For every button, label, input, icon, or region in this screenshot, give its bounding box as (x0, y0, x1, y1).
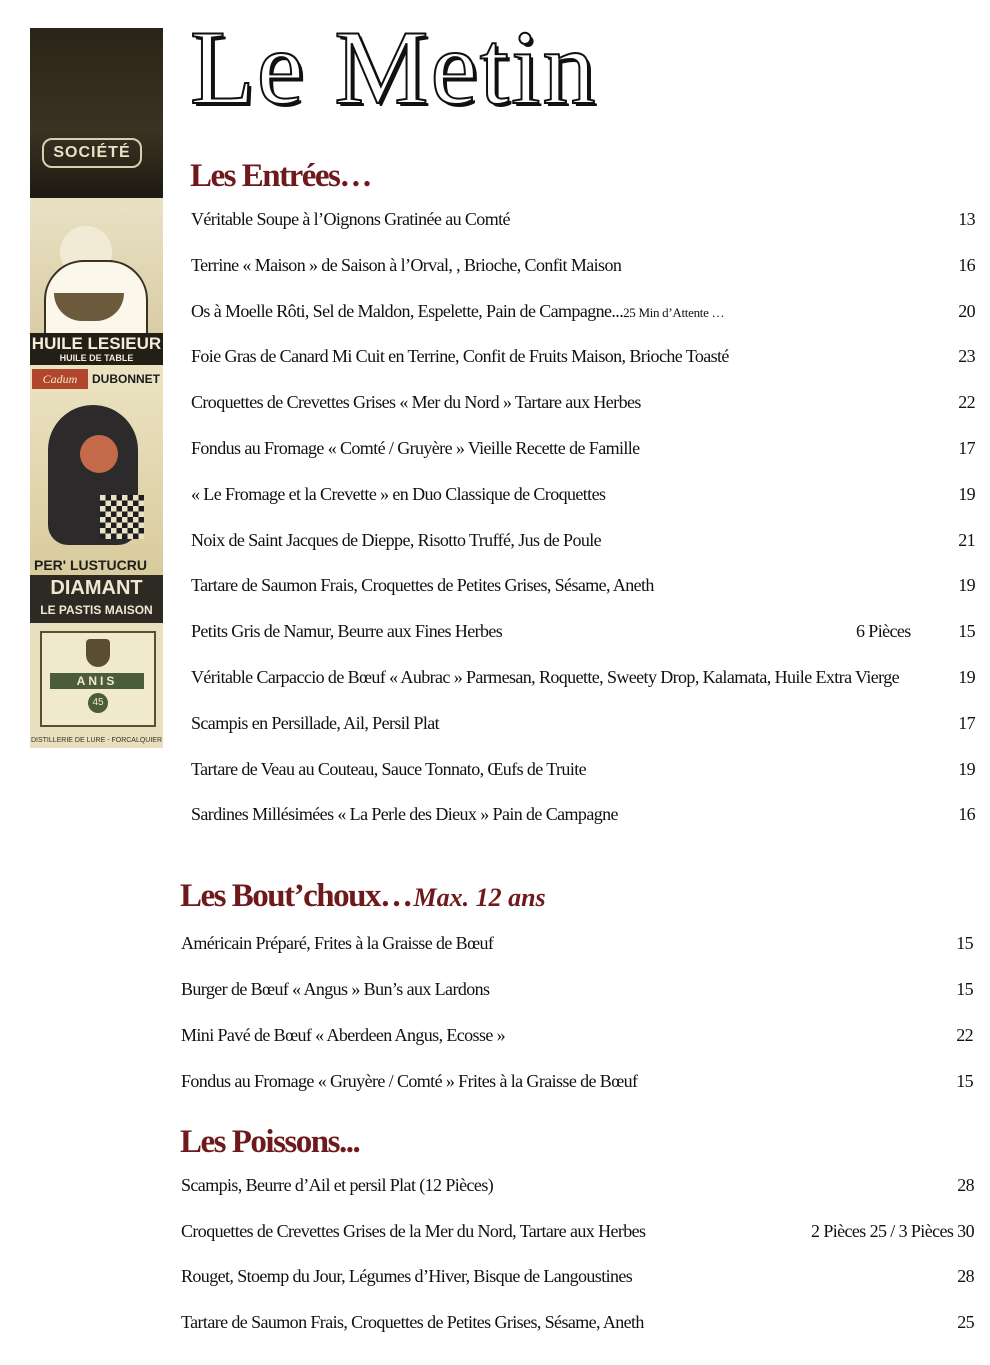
vintage-poster-collage (30, 28, 163, 748)
menu-item-price: 17 (958, 712, 975, 733)
menu-item-price: 22 (958, 392, 975, 413)
menu-item-price: 16 (958, 804, 975, 825)
menu-item (191, 664, 975, 690)
menu-item (191, 572, 975, 598)
menu-item-price: 2 Pièces 25 / 3 Pièces 30 (811, 1220, 974, 1241)
crest-icon (86, 639, 110, 667)
menu-item-price: 15 (956, 979, 973, 999)
menu-item-price: 13 (958, 209, 975, 229)
menu-item-price: 19 (958, 758, 975, 779)
poster-degree-badge: 45 (88, 693, 108, 713)
poster-societe-label: SOCIÉTÉ (42, 138, 142, 168)
menu-item (191, 343, 975, 369)
checkered-basket-illustration (100, 495, 144, 539)
poster-lustucru-label: PER' LUSTUCRU (34, 557, 147, 573)
poster-panel-lesieur (30, 333, 163, 365)
menu-item-name: Mini Pavé de Bœuf « Aberdeen Angus, Ecosse » (181, 1025, 506, 1045)
gentleman-face (80, 435, 118, 473)
menu-item (191, 481, 975, 507)
menu-item-price: 17 (958, 438, 975, 458)
menu-item-price: 15 (956, 933, 973, 953)
menu-item-name: Scampis en Persillade, Ail, Persil Plat (191, 712, 440, 733)
menu-item (181, 1022, 973, 1048)
poster-diamant-label: DIAMANT (50, 577, 143, 599)
menu-item-name: Fondus au Fromage « Gruyère / Comté » Frites à la Graisse de Bœuf (181, 1071, 638, 1091)
anis-bottle-label (40, 631, 156, 727)
menu-item-price: 15 (956, 1071, 973, 1091)
section-fish (180, 1122, 359, 1162)
menu-item-name: « Le Fromage et la Crevette » en Duo Classique de Croquettes (191, 483, 606, 504)
section-title-fish: Les Poissons... (180, 1124, 360, 1160)
menu-item-name: Terrine « Maison » de Saison à l’Orval, , Brioche, Confit Maison (191, 254, 622, 275)
menu-item-name: Sardines Millésimées « La Perle des Dieux » Pain de Campagne (191, 804, 618, 825)
restaurant-title: Le Metin (190, 9, 598, 126)
poster-panel-societe (30, 28, 163, 198)
menu-item-name: Tartare de Veau au Couteau, Sauce Tonnato, Œufs de Truite (191, 758, 587, 779)
menu-item (181, 1218, 974, 1244)
poster-panel-lustucru (30, 365, 163, 575)
section-kids (180, 876, 546, 918)
menu-item (191, 435, 975, 461)
poster-cadum-label: Cadum (32, 369, 88, 389)
menu-item-price: 16 (958, 254, 975, 275)
menu-item (191, 756, 975, 782)
menu-item-price: 19 (958, 483, 975, 504)
menu-item-name: Véritable Soupe à l’Oignons Gratinée au Comté (191, 209, 510, 229)
menu-item-name: Os à Moelle Rôti, Sel de Maldon, Espelette, Pain de Campagne...25 Min d’Attente … (191, 300, 725, 321)
menu-item-name: Croquettes de Crevettes Grises de la Mer du Nord, Tartare aux Herbes (181, 1220, 646, 1241)
menu-item (191, 206, 975, 232)
menu-item (181, 1068, 973, 1094)
menu-item-price: 21 (958, 529, 975, 550)
menu-item-price: 20 (958, 300, 975, 321)
poster-lesieur-sub: HUILE DE TABLE (59, 353, 134, 363)
menu-item-name: Tartare de Saumon Frais, Croquettes de Petites Grises, Sésame, Aneth (191, 575, 654, 596)
menu-item-price: 23 (958, 346, 975, 367)
menu-item-price: 28 (957, 1266, 974, 1287)
menu-item (191, 618, 975, 644)
menu-item (181, 930, 973, 956)
menu-item-price: 28 (957, 1175, 974, 1195)
menu-item (191, 389, 975, 415)
menu-item (181, 1263, 974, 1289)
menu-item-name: Petits Gris de Namur, Beurre aux Fines Herbes (191, 621, 503, 642)
menu-item (191, 801, 975, 827)
menu-item-name: Noix de Saint Jacques de Dieppe, Risotto Truffé, Jus de Poule (191, 529, 602, 550)
menu-item-name: Fondus au Fromage « Comté / Gruyère » Vieille Recette de Famille (191, 438, 640, 458)
poster-panel-diamant (30, 575, 163, 748)
menu-item-price: 15 (958, 621, 975, 642)
menu-item-name: Burger de Bœuf « Angus » Bun’s aux Lardons (181, 979, 490, 999)
menu-item (191, 298, 975, 324)
menu-item-name: Véritable Carpaccio de Bœuf « Aubrac » Parmesan, Roquette, Sweety Drop, Kalamata, Huile Extra Vierge (191, 667, 900, 687)
menu-item-name: Foie Gras de Canard Mi Cuit en Terrine, Confit de Fruits Maison, Brioche Toasté (191, 346, 729, 367)
menu-item-price: 25 (957, 1312, 974, 1333)
menu-item-price: 19 (958, 575, 975, 596)
menu-item (181, 1172, 974, 1198)
menu-item-name: Tartare de Saumon Frais, Croquettes de Petites Grises, Sésame, Aneth (181, 1312, 644, 1333)
poster-lesieur-label: HUILE LESIEUR (31, 334, 162, 353)
poster-pastis-label: LE PASTIS MAISON (40, 603, 153, 617)
section-entrees (190, 156, 371, 196)
menu-item-price: 22 (956, 1025, 973, 1045)
menu-item (191, 252, 975, 278)
poster-anis-label: ANIS (50, 673, 144, 689)
menu-item-name: Croquettes de Crevettes Grises « Mer du Nord » Tartare aux Herbes (191, 392, 641, 413)
menu-item-name: Scampis, Beurre d’Ail et persil Plat (12 Pièces) (181, 1175, 494, 1195)
section-title-kids: Les Bout’choux… (180, 878, 412, 914)
menu-item (181, 976, 973, 1002)
menu-item-name: Rouget, Stoemp du Jour, Légumes d’Hiver, Bisque de Langoustines (181, 1266, 633, 1287)
section-title-entrees: Les Entrées… (190, 158, 371, 194)
menu-item-quantity: 6 Pièces (856, 621, 911, 642)
section-subtitle-kids: Max. 12 ans (413, 883, 546, 912)
menu-item (191, 527, 975, 553)
poster-dubonnet-label: DUBONNET (92, 372, 160, 386)
menu-item (191, 710, 975, 736)
menu-item-note: 25 Min d’Attente … (623, 304, 725, 320)
poster-distillery-label: DISTILLERIE DE LURE - FORCALQUIER (30, 737, 163, 744)
menu-item-price: 19 (958, 667, 975, 687)
menu-item-name: Américain Préparé, Frites à la Graisse de Bœuf (181, 933, 494, 953)
menu-item (181, 1309, 974, 1335)
